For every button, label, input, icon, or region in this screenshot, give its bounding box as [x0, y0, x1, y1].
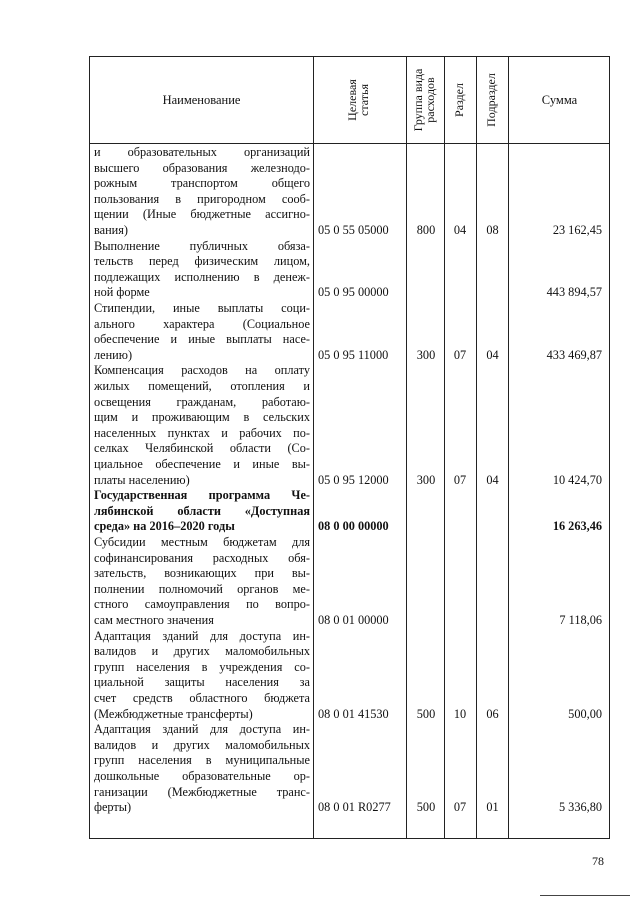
- col-divider: [406, 57, 407, 838]
- row-name-line: ганизации (Межбюджетные транс-: [94, 784, 310, 799]
- row-name-line: высшего образования железнодо-: [94, 160, 310, 175]
- row-code: 08 0 01 41530: [318, 706, 389, 721]
- row-sum: 7 118,06: [559, 613, 602, 627]
- row-code: 05 0 95 11000: [318, 347, 389, 362]
- row-name-line: Субсидии местным бюджетам для: [94, 535, 310, 549]
- row-name-line: счет средств областного бюджета: [94, 691, 310, 705]
- row-group: 800: [416, 223, 436, 237]
- row-name-line: подлежащих исполнению в денеж-: [94, 269, 310, 284]
- row-subsection: 06: [486, 706, 499, 721]
- header-section: [444, 57, 476, 143]
- row-code: 05 0 95 12000: [318, 472, 389, 487]
- row-group: 500: [416, 800, 436, 815]
- row-name-line: щении (Иные бюджетные ассигно-: [94, 207, 310, 222]
- row-sum: 5 336,80: [558, 800, 602, 815]
- row-name-line: зательств, возникающих при вы-: [94, 566, 310, 581]
- row-name-line: рожным транспортом общего: [94, 176, 310, 191]
- row-subsection: 04: [486, 347, 499, 362]
- header-sum: [508, 57, 611, 143]
- row-name-line: обеспечение и иные выплаты насе-: [94, 332, 310, 347]
- header-sum-label: Сумма: [541, 92, 578, 107]
- row-name-line: селках Челябинской области (Со-: [94, 441, 310, 456]
- row-name-line: пользования в пригородном сооб-: [94, 191, 310, 206]
- row-name-line: циальное обеспечение и иные вы-: [94, 457, 310, 471]
- row-sum: 433 469,87: [546, 347, 602, 362]
- header-subsection: [476, 57, 508, 143]
- header-divider: [90, 143, 609, 144]
- row-name-line: циальной защиты населения за: [94, 675, 310, 690]
- row-name-line: вания): [94, 223, 129, 237]
- row-name-line: групп населения в учреждения со-: [94, 659, 310, 674]
- budget-table: [89, 56, 610, 839]
- row-name-line: софинансирования расходных обя-: [94, 550, 310, 565]
- row-name-line: сам местного значения: [94, 613, 214, 627]
- header-subsection-label: Подраздел: [484, 73, 498, 127]
- col-divider: [508, 57, 509, 838]
- row-subsection: 08: [486, 223, 499, 237]
- row-name-line: лению): [94, 347, 133, 362]
- row-section: 04: [453, 223, 467, 237]
- row-section: 07: [453, 472, 467, 487]
- row-name-line: ферты): [94, 800, 132, 815]
- row-name-line: щим и проживающим в сельских: [94, 410, 310, 425]
- row-code: 08 0 00 00000: [318, 519, 389, 534]
- header-target-label: Целевая статья: [345, 79, 371, 121]
- row-name-line: освещения гражданам, работаю-: [94, 394, 310, 409]
- row-name-line: валидов и других маломобильных: [94, 737, 310, 752]
- col-divider: [444, 57, 445, 838]
- col-divider: [313, 57, 314, 838]
- row-name-line: дошкольные образовательные ор-: [94, 769, 310, 783]
- row-sum: 10 424,70: [552, 472, 602, 487]
- row-section: 07: [453, 347, 467, 362]
- row-name-line: групп населения в муниципальные: [94, 753, 310, 768]
- row-name-line: тельств перед физическим лицом,: [94, 254, 310, 269]
- row-subsection: 01: [486, 800, 499, 815]
- col-divider: [476, 57, 477, 838]
- row-code: 08 0 01 00000: [318, 613, 389, 627]
- row-name-line: Адаптация зданий для доступа ин-: [94, 722, 310, 737]
- row-name-line: полнении полномочий органов ме-: [94, 581, 310, 596]
- row-name-line: Компенсация расходов на оплату: [94, 363, 310, 378]
- row-section: 07: [453, 800, 467, 815]
- header-group: [406, 57, 444, 143]
- row-name-line: платы населению): [94, 472, 190, 487]
- row-name-line: Выполнение публичных обяза-: [94, 238, 310, 253]
- row-name-line: валидов и других маломобильных: [94, 644, 310, 659]
- row-name-line: Стипендии, иные выплаты соци-: [94, 301, 310, 315]
- row-sum: 443 894,57: [546, 285, 602, 300]
- header-section-label: Раздел: [452, 83, 466, 117]
- row-name-line: и образовательных организаций: [94, 145, 310, 159]
- row-name-line: жилых помещений, отопления и: [94, 379, 310, 393]
- footer-mark: [540, 895, 630, 896]
- header-name: [90, 57, 313, 143]
- header-group-label: Группа вида расходов: [411, 68, 437, 132]
- row-name-line: лябинской области «Доступная: [94, 503, 310, 518]
- row-name-line: стного самоуправления по вопро-: [94, 597, 310, 612]
- row-code: 05 0 95 00000: [318, 285, 389, 300]
- row-group: 300: [416, 347, 436, 362]
- row-group: 300: [416, 472, 436, 487]
- row-name-line: населенных пунктах и рабочих по-: [94, 425, 310, 440]
- row-code: 08 0 01 R0277: [318, 800, 391, 815]
- row-name-line: Адаптация зданий для доступа ин-: [94, 628, 310, 643]
- row-name-line: Государственная программа Че-: [94, 488, 310, 503]
- row-subsection: 04: [486, 472, 499, 487]
- row-name-line: среда» на 2016–2020 годы: [94, 519, 235, 534]
- header-name-label: Наименование: [162, 92, 241, 107]
- row-sum: 16 263,46: [552, 519, 602, 534]
- row-name-line: (Межбюджетные трансферты): [94, 706, 253, 721]
- row-group: 500: [416, 706, 436, 721]
- row-sum: 500,00: [568, 706, 602, 721]
- page-number: 78: [592, 854, 604, 868]
- row-sum: 23 162,45: [552, 223, 602, 237]
- row-section: 10: [453, 706, 467, 721]
- row-name-line: ной форме: [94, 285, 150, 300]
- header-target: [313, 57, 406, 143]
- row-name-line: ального характера (Социальное: [94, 316, 310, 331]
- row-code: 05 0 55 05000: [318, 223, 389, 237]
